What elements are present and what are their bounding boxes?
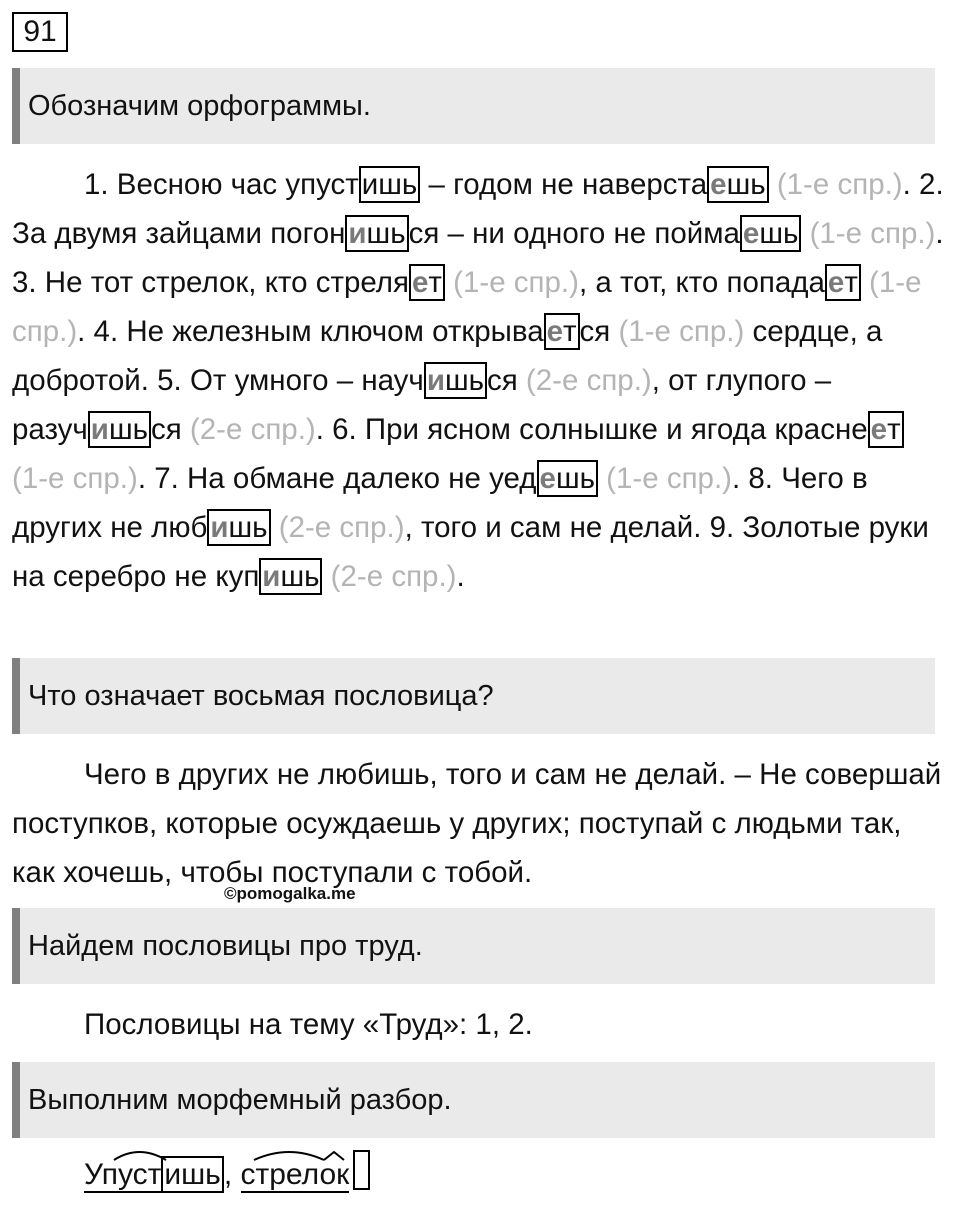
word-ending: ишь [161, 1156, 223, 1193]
ending-box: ишь [207, 509, 270, 546]
exercise-number: 91 [12, 12, 68, 52]
proverbs-paragraph: 1. Весною час упуст ишь – годом не наверста ешь (1-е спр.). 2. За двумя зайцами погон ишь ся – ни одного не пойма ешь (1-е спр.). 3. Не тот стрелок, кто стреля ет (1-е спр.), а тот, кто попада ет (1-е спр.). 4. Не железным ключом открыва ет ся (1-е спр.) сердце, а добротой. 5. От умного – науч ишь ся (2-е спр.), от глупого – разуч ишь ся (2-е спр.). 6. При ясном солнышке и ягода красне ет (1-е спр.). 7. На обмане далеко не уед ешь (1-е спр.). 8. Чего в других не люб ишь (2-е спр.), того и сам не делай. 9. Золотые руки на серебро не куп ишь (2-е спр.). [12, 168, 944, 593]
conjugation-note: (1-е спр.) [610, 315, 745, 348]
conjugation-note: (1-е спр.) [801, 217, 936, 250]
root-arc-icon [84, 1144, 384, 1164]
section-heading-morphemes: Выполним морфемный разбор. [12, 1062, 935, 1138]
ending-box: ишь [88, 411, 151, 448]
ending-box: ишь [259, 558, 322, 595]
conjugation-note: (2-е спр.) [517, 364, 652, 397]
labor-paragraph: Пословицы на тему «Труд»: 1, 2. [84, 1008, 533, 1041]
conjugation-note: (2-е спр.) [270, 511, 405, 544]
conjugation-note: (1-е спр.) [12, 462, 138, 495]
copyright-watermark: ©pomogalka.me [224, 884, 356, 903]
ending-box: ет [544, 313, 580, 350]
ending-box: ет [825, 264, 861, 301]
ending-box: ет [409, 264, 445, 301]
conjugation-note: (2-е спр.) [322, 560, 457, 593]
ending-box: ешь [740, 215, 801, 252]
ending-box: ишь [345, 215, 408, 252]
conjugation-note: (1-е спр.) [444, 266, 579, 299]
section-heading-meaning: Что означает восьмая пословица? [12, 658, 935, 734]
ending-box: ишь [359, 166, 421, 203]
ending-box: ешь [537, 460, 598, 497]
conjugation-note: (1-е спр.) [597, 462, 732, 495]
ending-box: ет [868, 411, 904, 448]
word-stem: стрелок [240, 1158, 350, 1191]
ending-box: ишь [424, 362, 487, 399]
morpheme-analysis [84, 1150, 370, 1200]
word-separator: , [223, 1158, 241, 1191]
conjugation-note: (2-е спр.) [181, 413, 316, 446]
section-heading-labor: Найдем пословицы про труд. [12, 908, 935, 984]
section-heading-spelling: Обозначим орфограммы. [12, 68, 935, 144]
conjugation-note: (1-е спр.) [768, 168, 903, 201]
meaning-paragraph: Чего в других не любишь, того и сам не делай. – Не совершай поступков, которые осуждаешь у других; поступай с людьми так, как хочешь, чтобы поступали с тобой. [12, 758, 942, 889]
word-stem: Упуст [84, 1158, 162, 1191]
ending-box: ешь [707, 166, 768, 203]
conjugation-note: (1-е спр.) [12, 266, 922, 348]
